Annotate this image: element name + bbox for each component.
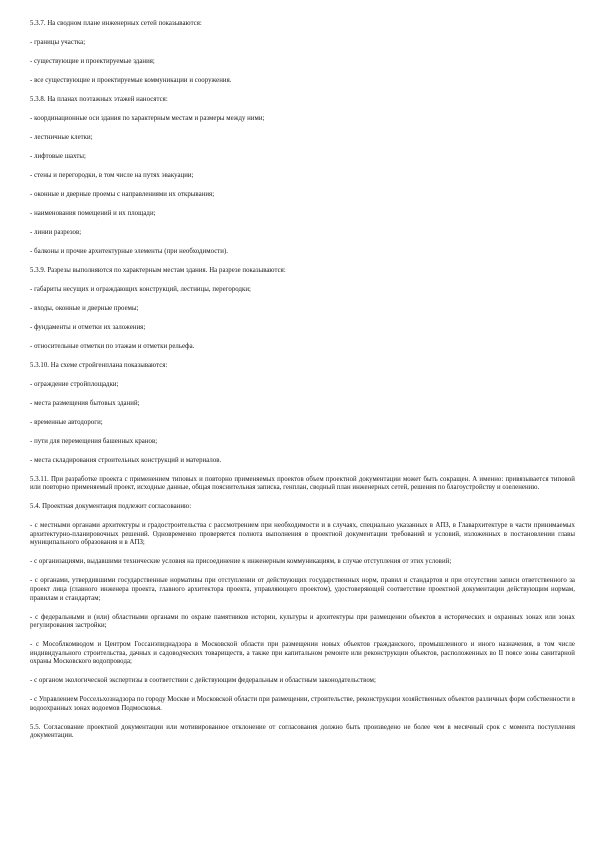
section-5-3-7-heading: 5.3.7. На сводном плане инженерных сетей показываются: (30, 20, 202, 27)
list-item: - габариты несущих и ограждающих конструкций, лестницы, перегородки; (30, 285, 251, 293)
list-item: - фундаменты и отметки их заложения; (30, 323, 146, 331)
approval-item: - с Мособлкомводом и Центром Госсанэпиднадзора в Московской области при размещении новых объектов гражданского, промышленного и иного назначения, в том числе индивидуального строительства, дачных и садоводческих товариществ, а также при капитальном ремонте или реконструкции объектов, расположенных во II поясе зоны санитарной охраны Московского водопровода; (30, 641, 575, 666)
list-item: - места размещения бытовых зданий; (30, 399, 140, 407)
list-item: - координационные оси здания по характерным местам и размеры между ними; (30, 114, 265, 122)
list-item: - лестничные клетки; (30, 133, 93, 141)
section-5-4-heading: 5.4. Проектная документация подлежит согласованию: (30, 503, 192, 511)
list-item: - существующие и проектируемые здания; (30, 57, 155, 65)
list-item: - границы участка; (30, 38, 86, 46)
list-item: - временные автодороги; (30, 418, 103, 426)
list-item: - стены и перегородки, в том числе на путях эвакуации; (30, 171, 194, 179)
list-item: - оконные и дверные проемы с направлениями их открывания; (30, 190, 215, 198)
approval-item: - с местными органами архитектуры и градостроительства с рассмотрением при необходимости и в случаях, специально указанных в АПЗ, в Главархитектуре в части принимаемых архитектурно-планировочных решений. Одновременно проверяется полнота выполнения в проектной документации требований и условий, изложенных в постановлении главы муниципального образования и в АПЗ; (30, 522, 575, 547)
list-item: - пути для перемещения башенных кранов; (30, 437, 158, 445)
list-item: - ограждение стройплощадки; (30, 380, 119, 388)
section-5-3-10-heading: 5.3.10. На схеме стройгенплана показываются: (30, 361, 168, 369)
list-item: - места складирования строительных конструкций и материалов. (30, 456, 222, 464)
approval-item: - с Управлением Россельхознадзора по городу Москве и Московской области при размещении, строительстве, реконструкции хозяйственных объектов различных форм собственности в водоохранных зонах водоемов Подмосковья. (30, 696, 575, 712)
approval-item: - с организациями, выдавшими технические условия на присоединение к инженерным коммуникациям, в случае отступления от этих условий; (30, 558, 452, 566)
list-item: - линии разрезов; (30, 228, 82, 236)
section-5-3-9-heading: 5.3.9. Разрезы выполняются по характерным местам здания. На разрезе показываются: (30, 266, 286, 274)
approval-item: - с органом экологической экспертизы в соответствии с действующим федеральным и областным законодательством; (30, 677, 376, 685)
list-item: - наименования помещений и их площади; (30, 209, 156, 217)
list-item: - входы, оконные и дверные проемы; (30, 304, 139, 312)
section-5-3-11-paragraph: 5.3.11. При разработке проекта с применением типовых и повторно применяемых проектов объем проектной документации может быть сокращен. А именно: привязывается типовой или повторно применяемый проект, исходные данные, общая пояснительная записка, генплан, сводный план инженерных сетей, решения по благоустройству и озеленению. (30, 475, 575, 492)
list-item: - все существующие и проектируемые коммуникации и сооружения. (30, 76, 232, 84)
section-5-5-paragraph: 5.5. Согласование проектной документации или мотивированное отклонение от согласования должно быть произведено не более чем в месячный срок с момента поступления документации. (30, 723, 575, 740)
section-5-3-8-heading: 5.3.8. На планах поэтажных этажей наносятся: (30, 95, 168, 103)
approval-item: - с органами, утвердившими государственные нормативы при отступлении от действующих государственных норм, правил и стандартов и при отсутствии записи ответственного за проект лица (главного инженера проекта, главного архитектора проекта, управляющего проектом), удостоверяющей соответствие проектной документации действующим нормам, правилам и стандартам; (30, 577, 575, 602)
approval-item: - с федеральными и (или) областными органами по охране памятников истории, культуры и архитектуры при размещении объектов в исторических и охранных зонах или зонах регулирования застройки; (30, 613, 575, 630)
list-item: - лифтовые шахты; (30, 152, 86, 160)
list-item: - балконы и прочие архитектурные элементы (при необходимости). (30, 247, 229, 255)
list-item: - относительные отметки по этажам и отметки рельефа. (30, 342, 195, 350)
